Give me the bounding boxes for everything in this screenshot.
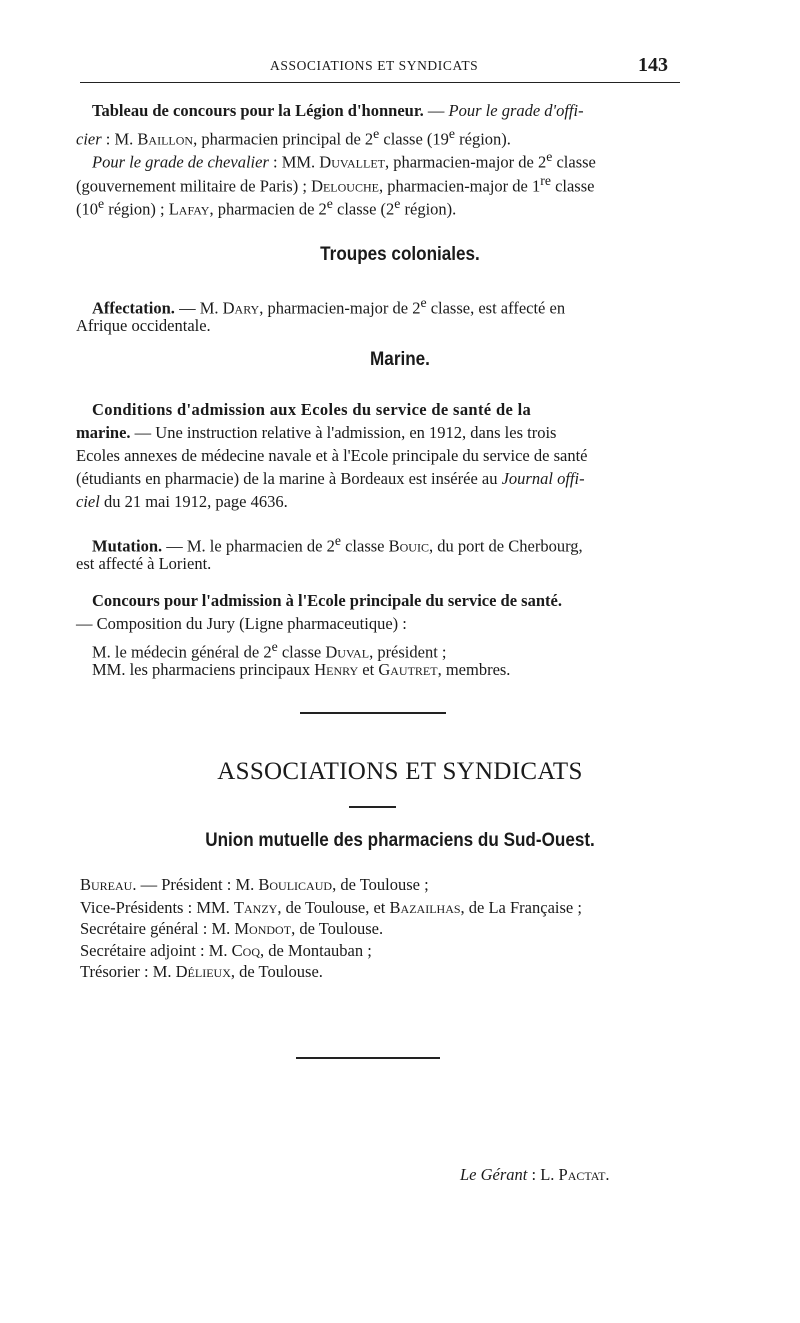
name-henry: Henry (314, 660, 359, 679)
legion-line-4: (gouvernement militaire de Paris) ; Delouche, pharmacien-major de 1re classe (76, 173, 595, 196)
running-title: ASSOCIATIONS ET SYNDICATS (270, 58, 479, 73)
concours-heading: Concours pour l'admission à l'Ecole principale du service de santé. (92, 591, 562, 610)
name-delouche: Delouche (311, 176, 379, 196)
chevalier-label: Pour le grade de chevalier (92, 152, 269, 172)
legion-line-3: Pour le grade de chevalier : MM. Duvallet, pharmacien-major de 2e classe (92, 149, 596, 172)
journal-officiel: Journal offi- (501, 469, 585, 488)
name-lafay: Lafay (168, 199, 210, 219)
legion-line-5: (10e région) ; Lafay, pharmacien de 2e classe (2e région). (76, 196, 457, 219)
name-dary: Dary (222, 298, 260, 318)
legion-line-2: cier : M. Baillon, pharmacien principal de 2e classe (19e région). (76, 126, 511, 149)
name-baillon: Baillon (137, 129, 194, 149)
troupes-line-2: Afrique occidentale. (76, 316, 211, 335)
legion-line-1: Tableau de concours pour la Légion d'honneur. — Pour le grade d'offi- (92, 101, 584, 120)
name-duval: Duval (325, 642, 370, 662)
legion-heading: Tableau de concours pour la Légion d'honneur. (92, 101, 424, 120)
name-pactat: Pactat. (558, 1165, 610, 1184)
affectation-label: Affectation. (92, 298, 175, 318)
officier-label: Pour le grade d'offi- (448, 101, 584, 120)
name-coq: Coq (231, 941, 261, 960)
concours-line-2: — Composition du Jury (Ligne pharmaceutique) : (76, 614, 407, 633)
conditions-line-1: Conditions d'admission aux Ecoles du service de santé de la (92, 400, 532, 419)
union-heading: Union mutuelle des pharmaciens du Sud-Ouest. (205, 830, 595, 851)
associations-heading: ASSOCIATIONS ET SYNDICATS (217, 758, 583, 785)
conditions-line-3: Ecoles annexes de médecine navale et à l'Ecole principale du service de santé (76, 446, 588, 465)
gerant-line: Le Gérant : L. Pactat. (460, 1165, 610, 1184)
name-mondot: Mondot (234, 919, 292, 938)
vice-presidents-line: Vice-Présidents : MM. Tanzy, de Toulouse, et Bazailhas, de La Française ; (80, 898, 582, 917)
closing-divider (296, 1057, 440, 1059)
concours-line-4: MM. les pharmaciens principaux Henry et Gautret, membres. (92, 660, 511, 679)
mutation-line-2: est affecté à Lorient. (76, 554, 212, 573)
conditions-line-2: marine. — Une instruction relative à l'admission, en 1912, dans les trois (76, 423, 557, 442)
secretaire-general-line: Secrétaire général : M. Mondot, de Toulouse. (80, 919, 384, 938)
name-bouic: Bouic (388, 536, 429, 556)
conditions-line-5: ciel du 21 mai 1912, page 4636. (76, 492, 288, 511)
secretaire-adjoint-line: Secrétaire adjoint : M. Coq, de Montauban ; (80, 941, 372, 960)
troupes-heading: Troupes coloniales. (320, 244, 480, 265)
mutation-label: Mutation. (92, 536, 163, 556)
concours-line-3: M. le médecin général de 2e classe Duval, président ; (92, 639, 447, 662)
troupes-line-1: Affectation. — M. Dary, pharmacien-major de 2e classe, est affecté en (92, 295, 566, 318)
bureau-label: Bureau. (80, 875, 137, 894)
conditions-line-4: (étudiants en pharmacie) de la marine à Bordeaux est insérée au Journal offi- (76, 469, 585, 488)
section-divider (300, 712, 446, 714)
name-boulicaud: Boulicaud (258, 875, 333, 894)
name-delieux: Délieux (175, 962, 231, 981)
name-bazailhas: Bazailhas (389, 898, 461, 917)
bureau-line: Bureau. — Président : M. Boulicaud, de Toulouse ; (80, 875, 429, 894)
tresorier-line: Trésorier : M. Délieux, de Toulouse. (80, 962, 323, 981)
mutation-line-1: Mutation. — M. le pharmacien de 2e classe Bouic, du port de Cherbourg, (92, 533, 583, 556)
associations-underline (349, 806, 396, 808)
page-number: 143 (638, 54, 668, 76)
name-tanzy: Tanzy (233, 898, 278, 917)
name-gautret: Gautret (378, 660, 438, 679)
marine-heading: Marine. (370, 349, 430, 370)
header-rule (80, 82, 680, 83)
name-duvallet: Duvallet (319, 152, 385, 172)
gerant-label: Le Gérant (460, 1165, 528, 1184)
